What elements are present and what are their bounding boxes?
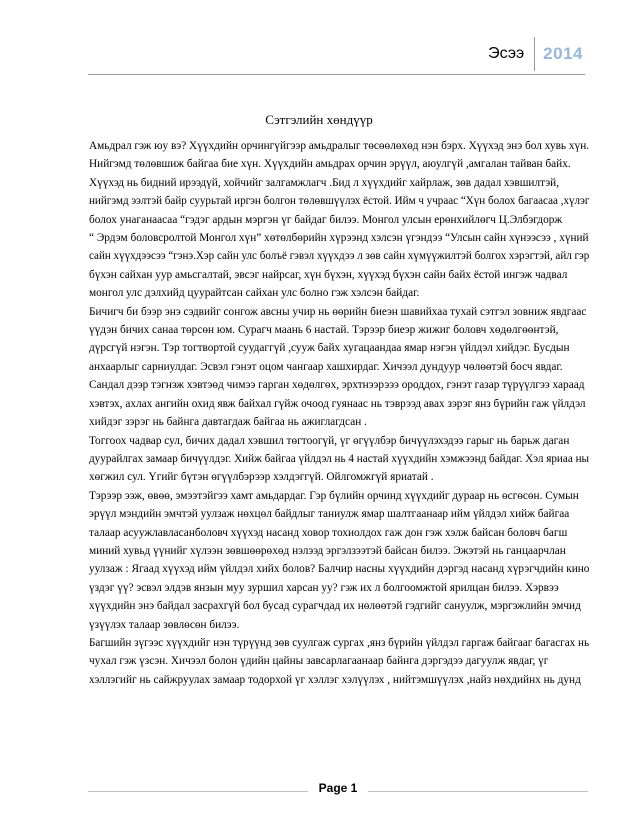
body-line: хөгжил сул. Үгийг бүтэн өгүүлбэрээр хэлдэггүй. Ойлгомжгүй яриатай . bbox=[89, 471, 434, 484]
body-line: үүдэн бичих санаа төрсөн юм. Сурагч маань 6 настай. Тэрээр биеэр жижиг боловч хөдөлгөөнтэй, bbox=[89, 324, 559, 337]
body-line: хэллэгийг нь сайжруулах замаар тодорхой үг хэллэг хэлүүлэх , нийтэмшүүлэх ,найз нөхдийнх нь дунд bbox=[89, 673, 581, 686]
header-title: Эсээ bbox=[488, 37, 535, 71]
body-line: болох унаганаасаа “гэдэг ардын мэргэн үг байдаг билээ. Монгол улсын ерөнхийлөгч Ц.Элбэгдорж bbox=[89, 213, 563, 226]
body-line: эрүүл мэндийн эмчтэй уулзаж нөхцөл байдлыг таниулж ямар шалтгаанаар ийм үйлдэл хийж байгаа bbox=[89, 508, 570, 521]
body-line: хэвтэх, ахлах ангийн охид явж байхал гүйж очоод гуянаас нь тэврээд авах зэрэг янз бүрийн гаж үйлдэл bbox=[89, 397, 586, 410]
body-line: “ Эрдэм боловсролтой Монгол хүн” хөтөлбөрийн хүрээнд хэлсэн үгэндээ “Улсын сайн хүнээсээ , хүний bbox=[89, 232, 589, 245]
page-header bbox=[488, 34, 583, 74]
body-line: анхаарлыг сарниулдаг. Эсвэл гэнэт оцом чангаар хашхирдаг. Хичээл дундуур чөлөөтэй босч явдаг. bbox=[89, 360, 563, 373]
body-line: чухал гэж үзсэн. Хичээл болон үдийн цайны завсарлагаанаар байнга дэргэдээ дагуулж явдаг, үг bbox=[89, 655, 549, 668]
body-line: талаар асуужлавласанболовч хүүхэд насанд ховор тохиолдох гаж дон гэж хэлж байсан боловч багш bbox=[89, 526, 568, 539]
body-line: монгол улс дэлхийд цуурайтсан сайхан улс болно гэж хэлсэн байдаг. bbox=[89, 287, 420, 300]
document-body bbox=[89, 137, 589, 689]
footer-divider-right bbox=[368, 791, 588, 792]
body-line: Нийгэмд төлөвшиж байгаа бие хүн. Хүүхдийн амьдрах орчин эрүүл, аюулгүй ,амгалан тайван байх. bbox=[89, 158, 571, 171]
page-number: Page 1 bbox=[318, 781, 358, 795]
body-line: үздэг үү? эсвэл элдэв янзын муу зуршил харсан уу? гэж их л болгоомжтой ярилцан билээ. Хэрвээ bbox=[89, 581, 559, 594]
body-line: бүхэн сайхан уур амьсгалтай, эвсэг найрсаг, хүн бүхэн, хүүхэд бүхэн сайн байх ёстой ингэж чадвал bbox=[89, 268, 568, 281]
header-year: 2014 bbox=[543, 44, 583, 63]
body-line: дүрсгүй нэгэн. Тэр тогтвортой суудаггүй ,сууж байх хугацаандаа ямар нэгэн үйлдэл хийдэг. Бусдын bbox=[89, 342, 570, 355]
body-line: Сандал дээр тэгнэж хэвтэөд чимээ гарган хөдөлгөх, эрхтнээрэээ ороддох, гэнэт газар түрүүлгээ хараад bbox=[89, 379, 585, 392]
header-divider bbox=[88, 74, 585, 75]
body-line: миний хувьд үүнийг хүлээн зөвшөөрөхөд нэлээд эргэлзээтэй байсан билээ. Эжэтэй нь ганцаарчлан bbox=[89, 544, 566, 557]
body-line: Бичигч би бээр энэ сэдвийг сонгож авсны учир нь өөрийн биеэн шавийхаа тухай сэтгэл зовниж явдгаас bbox=[89, 305, 587, 318]
body-line: дуурайлгах замаар бичүүлдэг. Хийж байгаа үйлдэл нь 4 настай хүүхдийн хэмжээнд байдаг. Хэл яриаа ны bbox=[89, 452, 590, 465]
body-line: нийгэмд ээлтэй байр суурьтай иргэн болгон төлөвшүүлэх ёстой. Ийм ч учраас “Хүн болох багаасаа ,хүлэг bbox=[89, 195, 590, 208]
body-line: үзүүлэх талаар зөвлөсөн билээ. bbox=[89, 618, 240, 631]
page-footer bbox=[88, 779, 588, 803]
body-line: сайн хүүхдээсээ “гэнэ.Хэр сайн улс болъё гэвэл хүүхдээ л зөв сайн хүмүүжилтэй болгох хэрэгтэй, айл гэр bbox=[89, 250, 590, 263]
body-line: Амьдрал гэж юу вэ? Хүүхдийн орчингүйгээр амьдралыг төсөөлөхөд нэн бэрх. Хүүхэд энэ бол хувь хүн. bbox=[89, 140, 590, 152]
body-line: Тэрээр ээж, өвөө, эмээтэйгээ хамт амьдардаг. Гэр бүлийн орчинд хүүхдийг дураар нь өсгөсөн. Сумын bbox=[89, 489, 579, 502]
body-line: Тоггоох чадвар сул, бичих дадал хэвшил төгтоогүй, үг өгүүлбэр бичүүлэхэдээ гарыг нь барьж даган bbox=[89, 434, 570, 447]
body-line: хүүхдийн энэ байдал засрахгүй бол бусад сурагчдад их нөлөөтэй гэдгийг сануулж, мэргэжлийн эмчид bbox=[89, 600, 581, 613]
body-line: хийдэг зэрэг нь байнга давтагдаж байгаа нь ажиглагдсан . bbox=[89, 416, 367, 429]
document-title: Сэтгэлийн хөндүүр bbox=[265, 112, 373, 127]
body-line: Хүүхэд нь бидний ирээдүй, хойчийг залгамжлагч .Бид л хүүхдийг хайрлаж, зөв дадал хэвшилтэй, bbox=[89, 176, 560, 189]
body-line: Багшийн зүгээс хүүхдийг нэн түрүүнд зөв суулгаж сургах ,янз бүрийн үйлдэл гаргаж байгааг багасгах нь bbox=[89, 636, 590, 649]
body-line: уулзаж : Ягаад хүүхэд ийм үйлдэл хийх болов? Балчир насны хүүхдийн дэргэд насанд хүрэгчдийн кино bbox=[89, 563, 590, 576]
